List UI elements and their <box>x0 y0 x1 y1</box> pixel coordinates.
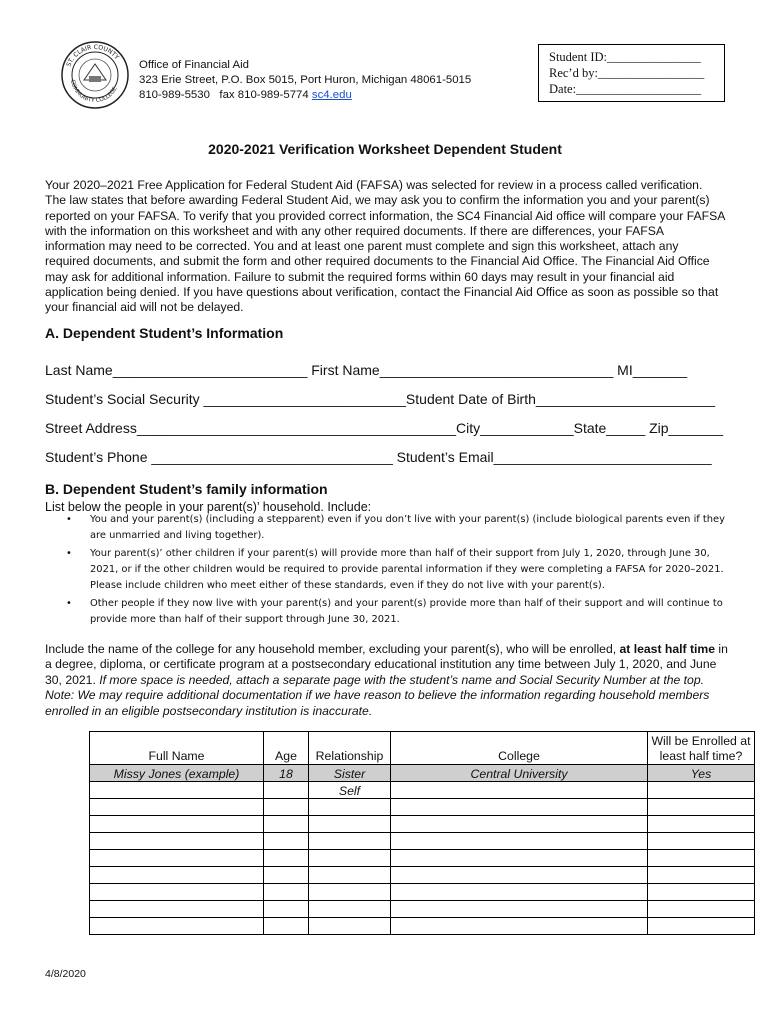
cell[interactable] <box>309 833 391 850</box>
cell[interactable] <box>391 850 648 867</box>
office-header <box>139 58 471 103</box>
col-header-full-name: Full Name <box>90 732 264 765</box>
cell[interactable] <box>90 850 264 867</box>
table-row[interactable] <box>90 901 755 918</box>
revision-date: 4/8/2020 <box>45 968 86 980</box>
page-title: 2020-2021 Verification Worksheet Dependent Student <box>208 141 562 157</box>
office-use-box <box>538 44 725 102</box>
cell[interactable] <box>391 799 648 816</box>
cell[interactable] <box>391 884 648 901</box>
cell[interactable] <box>309 867 391 884</box>
cell[interactable] <box>264 884 309 901</box>
table-row[interactable] <box>90 884 755 901</box>
cell[interactable] <box>648 816 755 833</box>
cell[interactable] <box>90 884 264 901</box>
cell[interactable] <box>391 867 648 884</box>
student-id-field[interactable]: Student ID:_______________ <box>549 50 701 64</box>
cell-age[interactable] <box>264 782 309 799</box>
cell[interactable] <box>309 816 391 833</box>
bullet-icon: • <box>66 514 72 525</box>
address-fields-row[interactable]: Street Address_________________________________________City____________State_____ Zip_______ <box>45 420 724 436</box>
col-header-college: College <box>391 732 648 765</box>
cell[interactable] <box>309 901 391 918</box>
bullet-icon: • <box>66 548 72 559</box>
list-item <box>62 546 732 594</box>
bullet-text: You and your parent(s) (including a stepparent) even if you don’t live with your parent(s) (include biological parents even if they are unmarried and living together). <box>90 514 725 541</box>
example-relationship: Sister <box>309 765 391 782</box>
bullet-text: Other people if they now live with your parent(s) and your parent(s) provide more than half of their support and will continue to provide more than half of their support through June 30, 2021. <box>90 598 723 625</box>
household-table <box>89 731 755 935</box>
cell[interactable] <box>309 884 391 901</box>
svg-text:COMMUNITY COLLEGE: COMMUNITY COLLEGE <box>69 79 119 105</box>
name-fields-row[interactable]: Last Name_________________________ First Name______________________________ MI_______ <box>45 362 688 378</box>
svg-text:ST. CLAIR COUNTY: ST. CLAIR COUNTY <box>65 43 121 68</box>
cell[interactable] <box>648 884 755 901</box>
section-a-heading: A. Dependent Student’s Information <box>45 325 284 341</box>
cell[interactable] <box>391 833 648 850</box>
cell[interactable] <box>648 918 755 935</box>
website-link[interactable]: sc4.edu <box>311 89 352 101</box>
intro-paragraph: Your 2020–2021 Free Application for Federal Student Aid (FAFSA) was selected for review in a process called verification. The law states that before awarding Federal Student Aid, we may ask you to confirm the information you and your parent(s) reported on your FAFSA. To verify that you provided correct information, the SC4 Financial Aid office will compare your FAFSA with the information on this worksheet and with any other required documents. If there are differences, your FAFSA information may need to be corrected. You and at least one parent must complete and sign this worksheet, attach any required documents, and submit the form and other required documents to the Financial Aid Office. The Financial Aid Office may ask for additional information. Failure to submit the required forms within 60 days may result in your financial aid application being denied. If you have questions about verification, contact the Financial Aid Office as soon as possible so that your financial aid will not be delayed. <box>45 178 725 315</box>
table-row[interactable] <box>90 833 755 850</box>
example-full-name: Missy Jones (example) <box>90 765 264 782</box>
instructions-italic-note: If more space is needed, attach a separate page with the student’s name and Social Security Number at the top. Note: We may require additional documentation if we have reason to believe the information regarding household members enrolled in an eligible postsecondary institution is inaccurate. <box>45 672 710 718</box>
office-phone: 810-989-5530 fax 810-989-5774 <box>139 89 309 101</box>
bullet-text: Your parent(s)’ other children if your parent(s) will provide more than half of their support from July 1, 2020, through June 30, 2021, or if the other children would be required to provide parental information if they were completing a FAFSA for 2020–2021. Please include children who meet either of these standards, even if they do not live with your parent(s). <box>90 548 724 591</box>
cell[interactable] <box>648 833 755 850</box>
cell[interactable] <box>90 799 264 816</box>
cell[interactable] <box>264 867 309 884</box>
cell[interactable] <box>90 833 264 850</box>
cell[interactable] <box>90 901 264 918</box>
phone-email-fields-row[interactable]: Student’s Phone _______________________________ Student’s Email____________________________ <box>45 449 712 465</box>
cell[interactable] <box>309 799 391 816</box>
col-header-relationship: Relationship <box>309 732 391 765</box>
cell-full-name[interactable] <box>90 782 264 799</box>
example-enrolled: Yes <box>648 765 755 782</box>
cell[interactable] <box>264 799 309 816</box>
cell[interactable] <box>648 799 755 816</box>
table-row[interactable] <box>90 782 755 799</box>
table-row-example <box>90 765 755 782</box>
table-row[interactable] <box>90 816 755 833</box>
table-row[interactable] <box>90 867 755 884</box>
section-b-heading: B. Dependent Student’s family information <box>45 481 328 497</box>
instructions-text: in a degree, diploma, or certificate program at a postsecondary educational institution any time between July 1, 2020, and June 30, 2021. <box>45 642 728 687</box>
college-instructions-paragraph <box>45 642 735 719</box>
office-address: 323 Erie Street, P.O. Box 5015, Port Huron, Michigan 48061-5015 <box>139 74 472 86</box>
cell[interactable] <box>391 816 648 833</box>
cell[interactable] <box>264 901 309 918</box>
ssn-dob-fields-row[interactable]: Student’s Social Security __________________________Student Date of Birth_______________________ <box>45 391 715 407</box>
cell[interactable] <box>264 918 309 935</box>
office-contact <box>139 88 471 103</box>
table-row[interactable] <box>90 918 755 935</box>
table-row[interactable] <box>90 850 755 867</box>
college-seal-logo <box>60 40 130 110</box>
list-item <box>62 512 732 544</box>
cell[interactable] <box>648 867 755 884</box>
instructions-bold-text: at least half time <box>619 642 716 656</box>
col-header-enrolled: Will be Enrolled at least half time? <box>648 732 755 765</box>
list-item <box>62 596 732 628</box>
cell[interactable] <box>391 901 648 918</box>
table-row[interactable] <box>90 799 755 816</box>
cell[interactable] <box>648 850 755 867</box>
bullet-icon: • <box>66 598 72 609</box>
example-age: 18 <box>264 765 309 782</box>
cell-enrolled[interactable] <box>648 782 755 799</box>
cell-relationship-self[interactable]: Self <box>309 782 391 799</box>
cell[interactable] <box>90 918 264 935</box>
table-header-row <box>90 732 755 765</box>
example-college: Central University <box>391 765 648 782</box>
recd-by-field[interactable]: Rec’d by:_________________ <box>549 66 705 80</box>
date-field[interactable]: Date:____________________ <box>549 82 702 96</box>
cell[interactable] <box>648 901 755 918</box>
household-list-intro: List below the people in your parent(s)’ household. Include: <box>45 500 372 514</box>
instructions-text: Include the name of the college for any household member, excluding your parent(s), who will be enrolled, <box>45 642 620 656</box>
household-bullet-list <box>62 512 732 630</box>
office-name: Office of Financial Aid <box>139 59 249 71</box>
cell[interactable] <box>90 816 264 833</box>
col-header-age: Age <box>264 732 309 765</box>
cell[interactable] <box>391 918 648 935</box>
cell-college[interactable] <box>391 782 648 799</box>
cell[interactable] <box>264 850 309 867</box>
cell[interactable] <box>264 816 309 833</box>
cell[interactable] <box>90 867 264 884</box>
cell[interactable] <box>309 918 391 935</box>
cell[interactable] <box>264 833 309 850</box>
cell[interactable] <box>309 850 391 867</box>
